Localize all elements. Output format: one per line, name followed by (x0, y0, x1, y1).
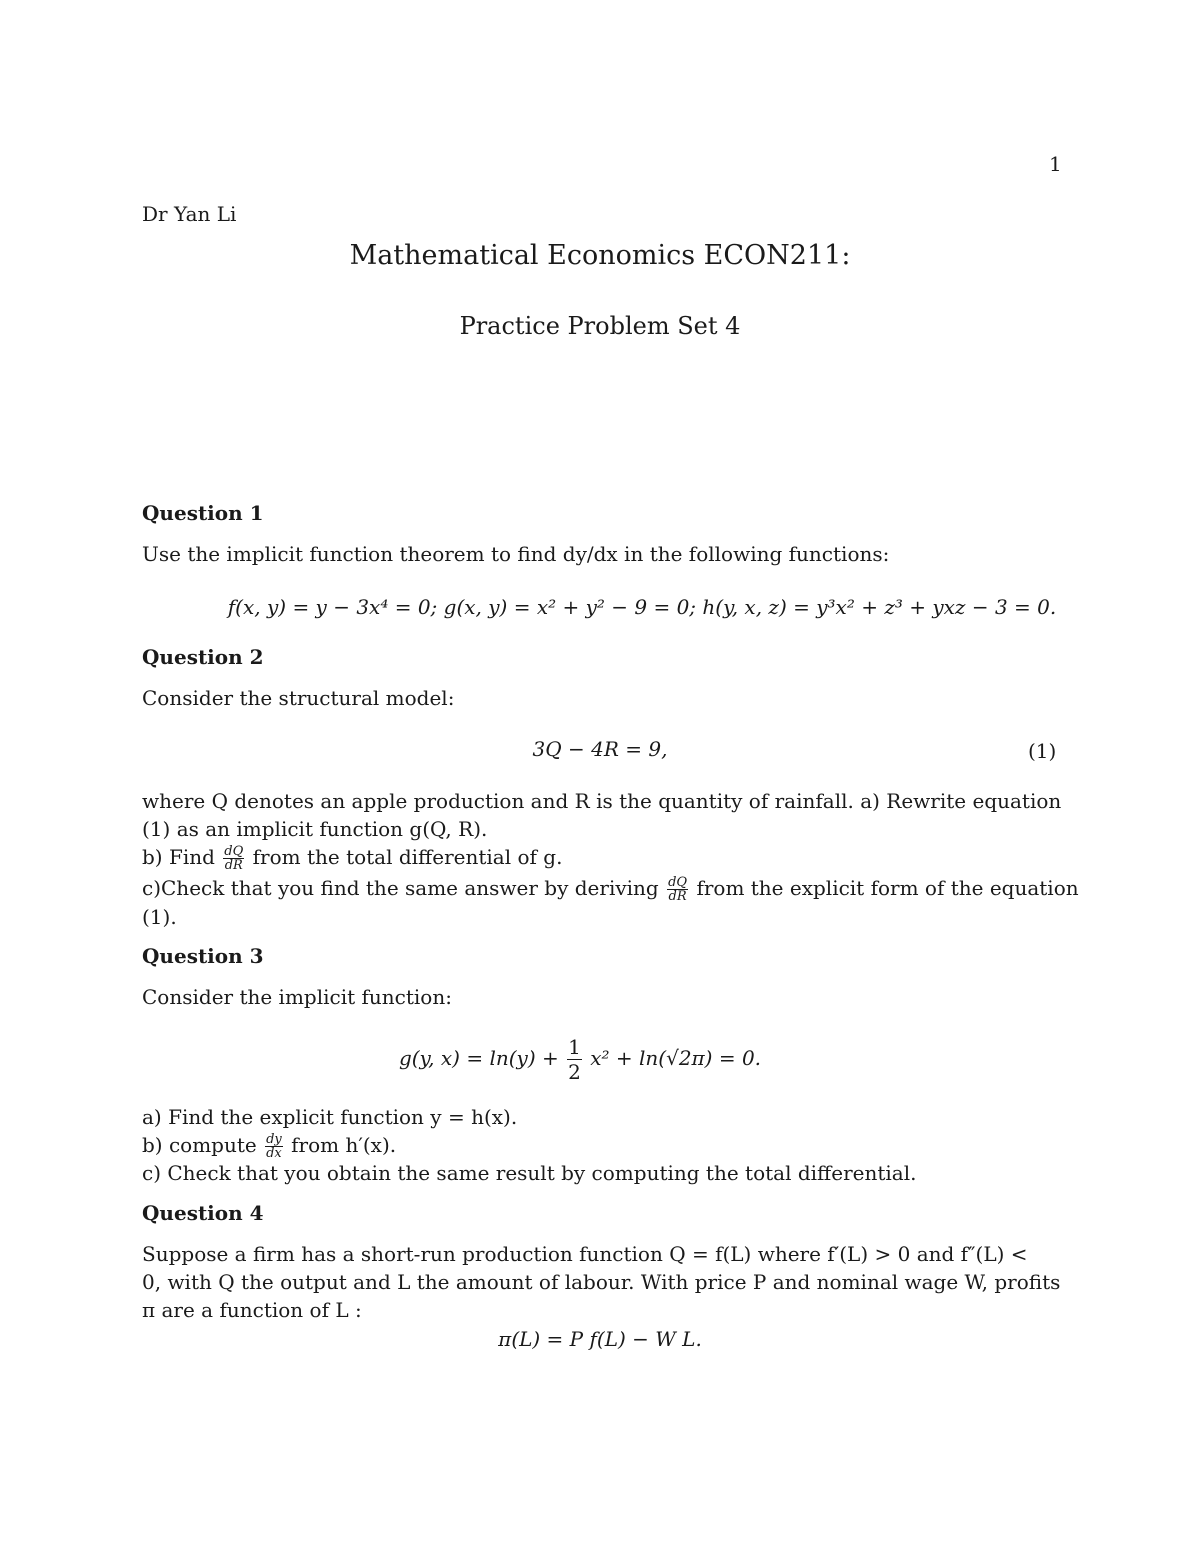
question-3-part-b (142, 1131, 396, 1160)
fraction-numerator: dQ (668, 875, 688, 890)
question-2-line1: where Q denotes an apple production and R is the quantity of rainfall. a) Rewrite equation (142, 789, 1062, 813)
question-1-heading: Question 1 (142, 501, 264, 525)
fraction-denominator: dR (668, 889, 687, 904)
document-subtitle: Practice Problem Set 4 (459, 312, 741, 340)
part-b-prefix: b) compute (142, 1133, 257, 1157)
question-3-intro: Consider the implicit function: (142, 985, 452, 1009)
question-1-equation: f(x, y) = y − 3x⁴ = 0; g(x, y) = x² + y² − 9 = 0; h(y, x, z) = y³x² + z³ + yxz − 3 = 0. (227, 595, 1057, 619)
question-4-equation: π(L) = P f(L) − W L. (498, 1327, 702, 1351)
fraction-denominator: dR (224, 858, 243, 873)
part-c-prefix: c)Check that you find the same answer by deriving (142, 876, 659, 900)
question-2-part-c-end: (1). (142, 905, 177, 929)
question-2-line2: (1) as an implicit function g(Q, R). (142, 817, 488, 841)
fraction-numerator: 1 (568, 1035, 581, 1059)
part-b-suffix: from h′(x). (291, 1133, 397, 1157)
fraction-dq-dr (667, 876, 688, 903)
equation-number: (1) (1028, 739, 1057, 763)
page-number: 1 (1049, 152, 1062, 176)
question-2-heading: Question 2 (142, 645, 264, 669)
author: Dr Yan Li (142, 202, 237, 226)
part-b-suffix: from the total differential of g. (252, 845, 563, 869)
question-2-intro: Consider the structural model: (142, 686, 455, 710)
part-c-suffix: from the explicit form of the equation (696, 876, 1079, 900)
question-3-part-a: a) Find the explicit function y = h(x). (142, 1105, 518, 1129)
question-3-equation (300, 1028, 860, 1088)
fraction-denominator: 2 (568, 1060, 581, 1084)
fraction-dq-dr (223, 845, 244, 872)
part-b-prefix: b) Find (142, 845, 215, 869)
document-title: Mathematical Economics ECON211: (349, 240, 851, 271)
question-3-part-c: c) Check that you obtain the same result by computing the total differential. (142, 1161, 917, 1185)
question-2-equation: 3Q − 4R = 9, (532, 737, 668, 761)
equation-left: g(y, x) = ln(y) + (398, 1046, 559, 1070)
question-4-line2: 0, with Q the output and L the amount of labour. With price P and nominal wage W, profits (142, 1270, 1061, 1294)
equation-right: x² + ln(√2π) = 0. (590, 1046, 762, 1070)
question-4-heading: Question 4 (142, 1201, 264, 1225)
question-4-line3: π are a function of L : (142, 1298, 362, 1322)
question-3-heading: Question 3 (142, 944, 264, 968)
fraction-denominator: dx (266, 1146, 282, 1161)
fraction-numerator: dy (266, 1132, 282, 1147)
fraction-dy-dx (265, 1133, 283, 1160)
fraction-numerator: dQ (224, 844, 244, 859)
question-2-part-c (142, 874, 1079, 903)
question-4-line1: Suppose a firm has a short-run production function Q = f(L) where f′(L) > 0 and f″(L) < (142, 1242, 1028, 1266)
question-1-text: Use the implicit function theorem to find dy/dx in the following functions: (142, 542, 890, 566)
fraction-one-half (567, 1035, 582, 1084)
question-2-part-b (142, 843, 562, 872)
